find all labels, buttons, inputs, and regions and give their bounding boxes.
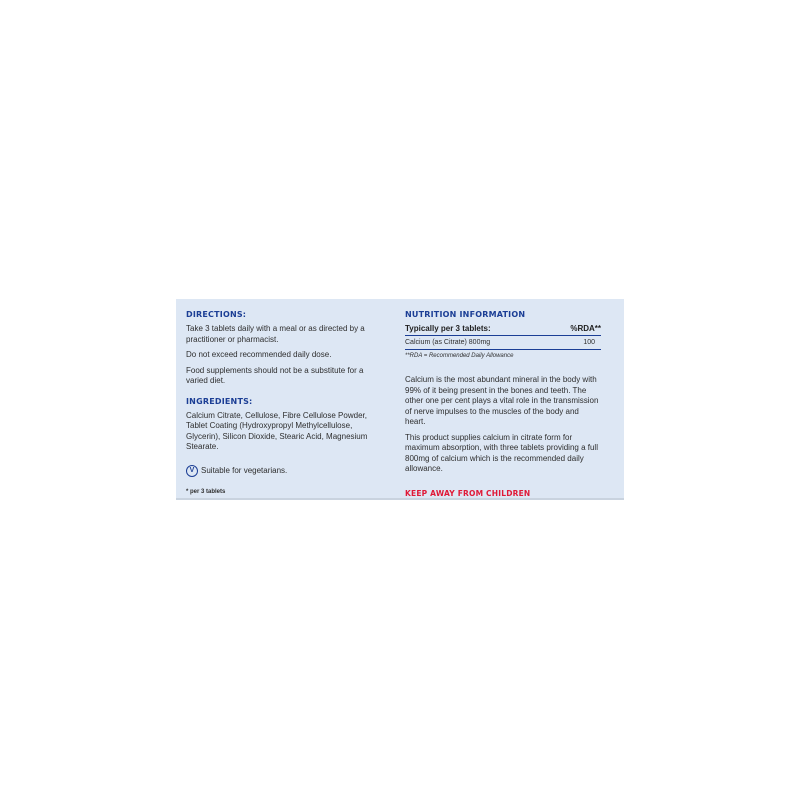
description-paragraph: Calcium is the most abundant mineral in the body with 99% of it being present in the bones and teeth. The other one per cent plays a vital role in the transmission of nerve impulses to the muscles of the body and heart. bbox=[405, 375, 599, 426]
nutrition-col-header-left: Typically per 3 tablets: bbox=[405, 323, 549, 336]
nutrition-table bbox=[405, 323, 601, 350]
vegetarian-notice bbox=[186, 465, 376, 477]
nutrition-table-header bbox=[405, 323, 601, 336]
nutrient-name: Calcium (as Citrate) 800mg bbox=[405, 336, 549, 350]
table-row bbox=[405, 336, 601, 350]
footnote: * per 3 tablets bbox=[186, 488, 226, 495]
nutrient-rda-value: 100 bbox=[549, 336, 601, 350]
vegetarian-text: Suitable for vegetarians. bbox=[201, 466, 288, 475]
ingredients-text: Calcium Citrate, Cellulose, Fibre Cellulose Powder, Tablet Coating (Hydroxypropyl Methylcellulose, Glycerin), Silicon Dioxide, Stearic Acid, Magnesium Stearate. bbox=[186, 410, 368, 451]
description-paragraph: This product supplies calcium in citrate form for maximum absorption, with three tablets providing a full 800mg of calcium which is the recommended daily allowance. bbox=[405, 432, 598, 473]
rda-note: **RDA = Recommended Daily Allowance bbox=[405, 353, 514, 359]
directions-heading: DIRECTIONS: bbox=[186, 310, 247, 319]
directions-text: Take 3 tablets daily with a meal or as directed by a practitioner or pharmacist. bbox=[186, 324, 365, 344]
vegetarian-icon: V bbox=[186, 465, 198, 477]
warning-text: KEEP AWAY FROM CHILDREN bbox=[405, 488, 531, 498]
label-panel bbox=[176, 299, 624, 500]
description bbox=[405, 375, 601, 475]
left-column bbox=[186, 310, 376, 495]
directions-text: Food supplements should not be a substitute for a varied diet. bbox=[186, 365, 364, 385]
right-column bbox=[405, 310, 601, 498]
nutrition-heading: NUTRITION INFORMATION bbox=[405, 310, 526, 319]
directions-text: Do not exceed recommended daily dose. bbox=[186, 350, 332, 359]
nutrition-col-header-right: %RDA** bbox=[549, 323, 601, 336]
ingredients-heading: INGREDIENTS: bbox=[186, 396, 253, 406]
